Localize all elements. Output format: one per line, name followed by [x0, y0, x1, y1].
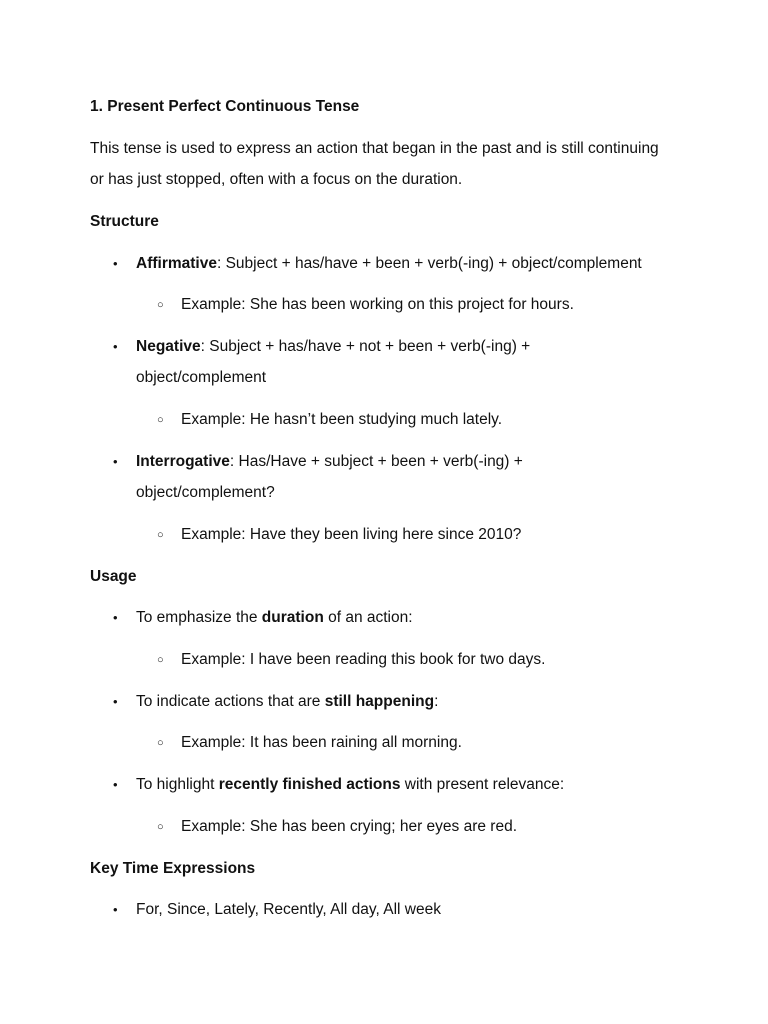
usage-text: To indicate actions that are	[136, 693, 325, 710]
sub-bullet-marker: ○	[157, 654, 164, 666]
intro-line-1: This tense is used to express an action that began in the past and is still continuing	[90, 140, 659, 157]
interrogative-item	[136, 446, 523, 477]
interrogative-example: Example: Have they been living here since 2010?	[181, 526, 522, 543]
sub-bullet-marker: ○	[157, 529, 164, 541]
affirmative-term: Affirmative	[136, 255, 217, 272]
usage-text: with present relevance:	[400, 776, 565, 793]
negative-term: Negative	[136, 338, 201, 355]
sub-bullet-marker: ○	[157, 299, 164, 311]
usage-heading: Usage	[90, 568, 137, 585]
interrogative-formula-continued: object/complement?	[136, 484, 275, 501]
interrogative-formula: : Has/Have + subject + been + verb(-ing) +	[229, 453, 523, 470]
bullet-marker: •	[113, 694, 118, 709]
affirmative-item	[136, 248, 642, 279]
usage-text: of an action:	[323, 609, 413, 626]
usage-emphasis: still happening	[324, 693, 435, 710]
usage-text: :	[434, 693, 439, 710]
structure-heading: Structure	[90, 213, 159, 230]
sub-bullet-marker: ○	[157, 414, 164, 426]
negative-formula: : Subject + has/have + not + been + verb(-ing) +	[200, 338, 531, 355]
bullet-marker: •	[113, 454, 118, 469]
sub-bullet-marker: ○	[157, 821, 164, 833]
negative-example: Example: He hasn’t been studying much lately.	[181, 411, 503, 428]
usage-example: Example: I have been reading this book for two days.	[181, 651, 546, 668]
negative-formula-continued: object/complement	[136, 369, 267, 386]
key-time-heading: Key Time Expressions	[90, 860, 256, 877]
usage-emphasis: recently finished actions	[218, 776, 401, 793]
usage-item	[136, 602, 413, 633]
usage-example: Example: It has been raining all morning.	[181, 734, 462, 751]
usage-item	[136, 686, 438, 717]
interrogative-term: Interrogative	[136, 453, 230, 470]
negative-item	[136, 331, 530, 362]
page-heading: 1. Present Perfect Continuous Tense	[90, 98, 360, 115]
key-time-item: For, Since, Lately, Recently, All day, All week	[136, 901, 441, 918]
affirmative-example: Example: She has been working on this project for hours.	[181, 296, 574, 313]
usage-item	[136, 769, 564, 800]
bullet-marker: •	[113, 339, 118, 354]
usage-text: To highlight	[136, 776, 219, 793]
affirmative-formula: : Subject + has/have + been + verb(-ing) + object/complement	[216, 255, 642, 272]
usage-emphasis: duration	[261, 609, 324, 626]
usage-text: To emphasize the	[136, 609, 262, 626]
intro-line-2: or has just stopped, often with a focus on the duration.	[90, 171, 463, 188]
usage-example: Example: She has been crying; her eyes are red.	[181, 818, 518, 835]
bullet-marker: •	[113, 902, 118, 917]
bullet-marker: •	[113, 777, 118, 792]
sub-bullet-marker: ○	[157, 737, 164, 749]
bullet-marker: •	[113, 256, 118, 271]
bullet-marker: •	[113, 610, 118, 625]
